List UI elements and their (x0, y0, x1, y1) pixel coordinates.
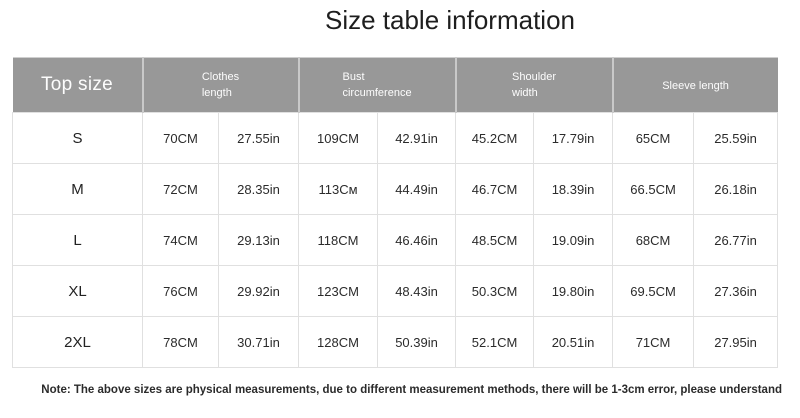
value-cell: 118CM (299, 215, 378, 266)
value-cell: 70CM (143, 113, 219, 164)
header-line: Clothes (201, 71, 240, 83)
table-row-l (13, 215, 778, 266)
header-group-label (202, 69, 239, 101)
size-cell: L (13, 215, 143, 266)
value-cell: 29.13in (219, 215, 299, 266)
value-cell: 27.95in (694, 317, 778, 368)
value-cell: 69.5CM (613, 266, 694, 317)
size-cell: S (13, 113, 143, 164)
header-bust-circumference (299, 58, 456, 113)
note-text: Note: The above sizes are physical measurements, due to different measurement methods, there will be 1-3cm error, please understand (41, 384, 782, 396)
header-group-label (512, 69, 556, 101)
value-cell: 50.3CM (456, 266, 534, 317)
size-cell: XL (13, 266, 143, 317)
value-cell: 65CM (613, 113, 694, 164)
header-line: Shoulder (512, 71, 557, 83)
size-cell: M (13, 164, 143, 215)
page-title: Size table information (324, 5, 576, 35)
value-cell: 26.18in (694, 164, 778, 215)
value-cell: 113Cм (299, 164, 378, 215)
header-line: length (201, 87, 232, 99)
value-cell: 76CM (143, 266, 219, 317)
size-cell: 2XL (13, 317, 143, 368)
header-line: circumference (342, 87, 412, 99)
value-cell: 48.43in (378, 266, 456, 317)
value-cell: 19.80in (534, 266, 613, 317)
header-sleeve-length (613, 58, 778, 113)
value-cell: 27.55in (219, 113, 299, 164)
table-row-2xl (13, 317, 778, 368)
value-cell: 18.39in (534, 164, 613, 215)
value-cell: 74CM (143, 215, 219, 266)
value-cell: 42.91in (378, 113, 456, 164)
value-cell: 52.1CM (456, 317, 534, 368)
size-table (12, 57, 778, 368)
header-shoulder-width (456, 58, 613, 113)
header-group-label (342, 69, 411, 101)
value-cell: 45.2CM (456, 113, 534, 164)
header-group-label: Sleeve length (662, 80, 729, 92)
header-line: Bust (342, 71, 365, 83)
value-cell: 19.09in (534, 215, 613, 266)
value-cell: 20.51in (534, 317, 613, 368)
value-cell: 50.39in (378, 317, 456, 368)
value-cell: 109CM (299, 113, 378, 164)
value-cell: 26.77in (694, 215, 778, 266)
header-top-size: Top size (13, 58, 143, 113)
value-cell: 30.71in (219, 317, 299, 368)
table-row-xl (13, 266, 778, 317)
header-clothes-length (143, 58, 299, 113)
value-cell: 17.79in (534, 113, 613, 164)
table-row-m (13, 164, 778, 215)
value-cell: 28.35in (219, 164, 299, 215)
value-cell: 46.46in (378, 215, 456, 266)
table-row-s (13, 113, 778, 164)
value-cell: 66.5CM (613, 164, 694, 215)
value-cell: 72CM (143, 164, 219, 215)
value-cell: 46.7CM (456, 164, 534, 215)
value-cell: 78CM (143, 317, 219, 368)
value-cell: 123CM (299, 266, 378, 317)
value-cell: 44.49in (378, 164, 456, 215)
value-cell: 27.36in (694, 266, 778, 317)
header-line: width (512, 87, 538, 99)
header-row (13, 58, 778, 113)
value-cell: 25.59in (694, 113, 778, 164)
value-cell: 29.92in (219, 266, 299, 317)
value-cell: 71CM (613, 317, 694, 368)
value-cell: 48.5CM (456, 215, 534, 266)
value-cell: 68CM (613, 215, 694, 266)
value-cell: 128CM (299, 317, 378, 368)
